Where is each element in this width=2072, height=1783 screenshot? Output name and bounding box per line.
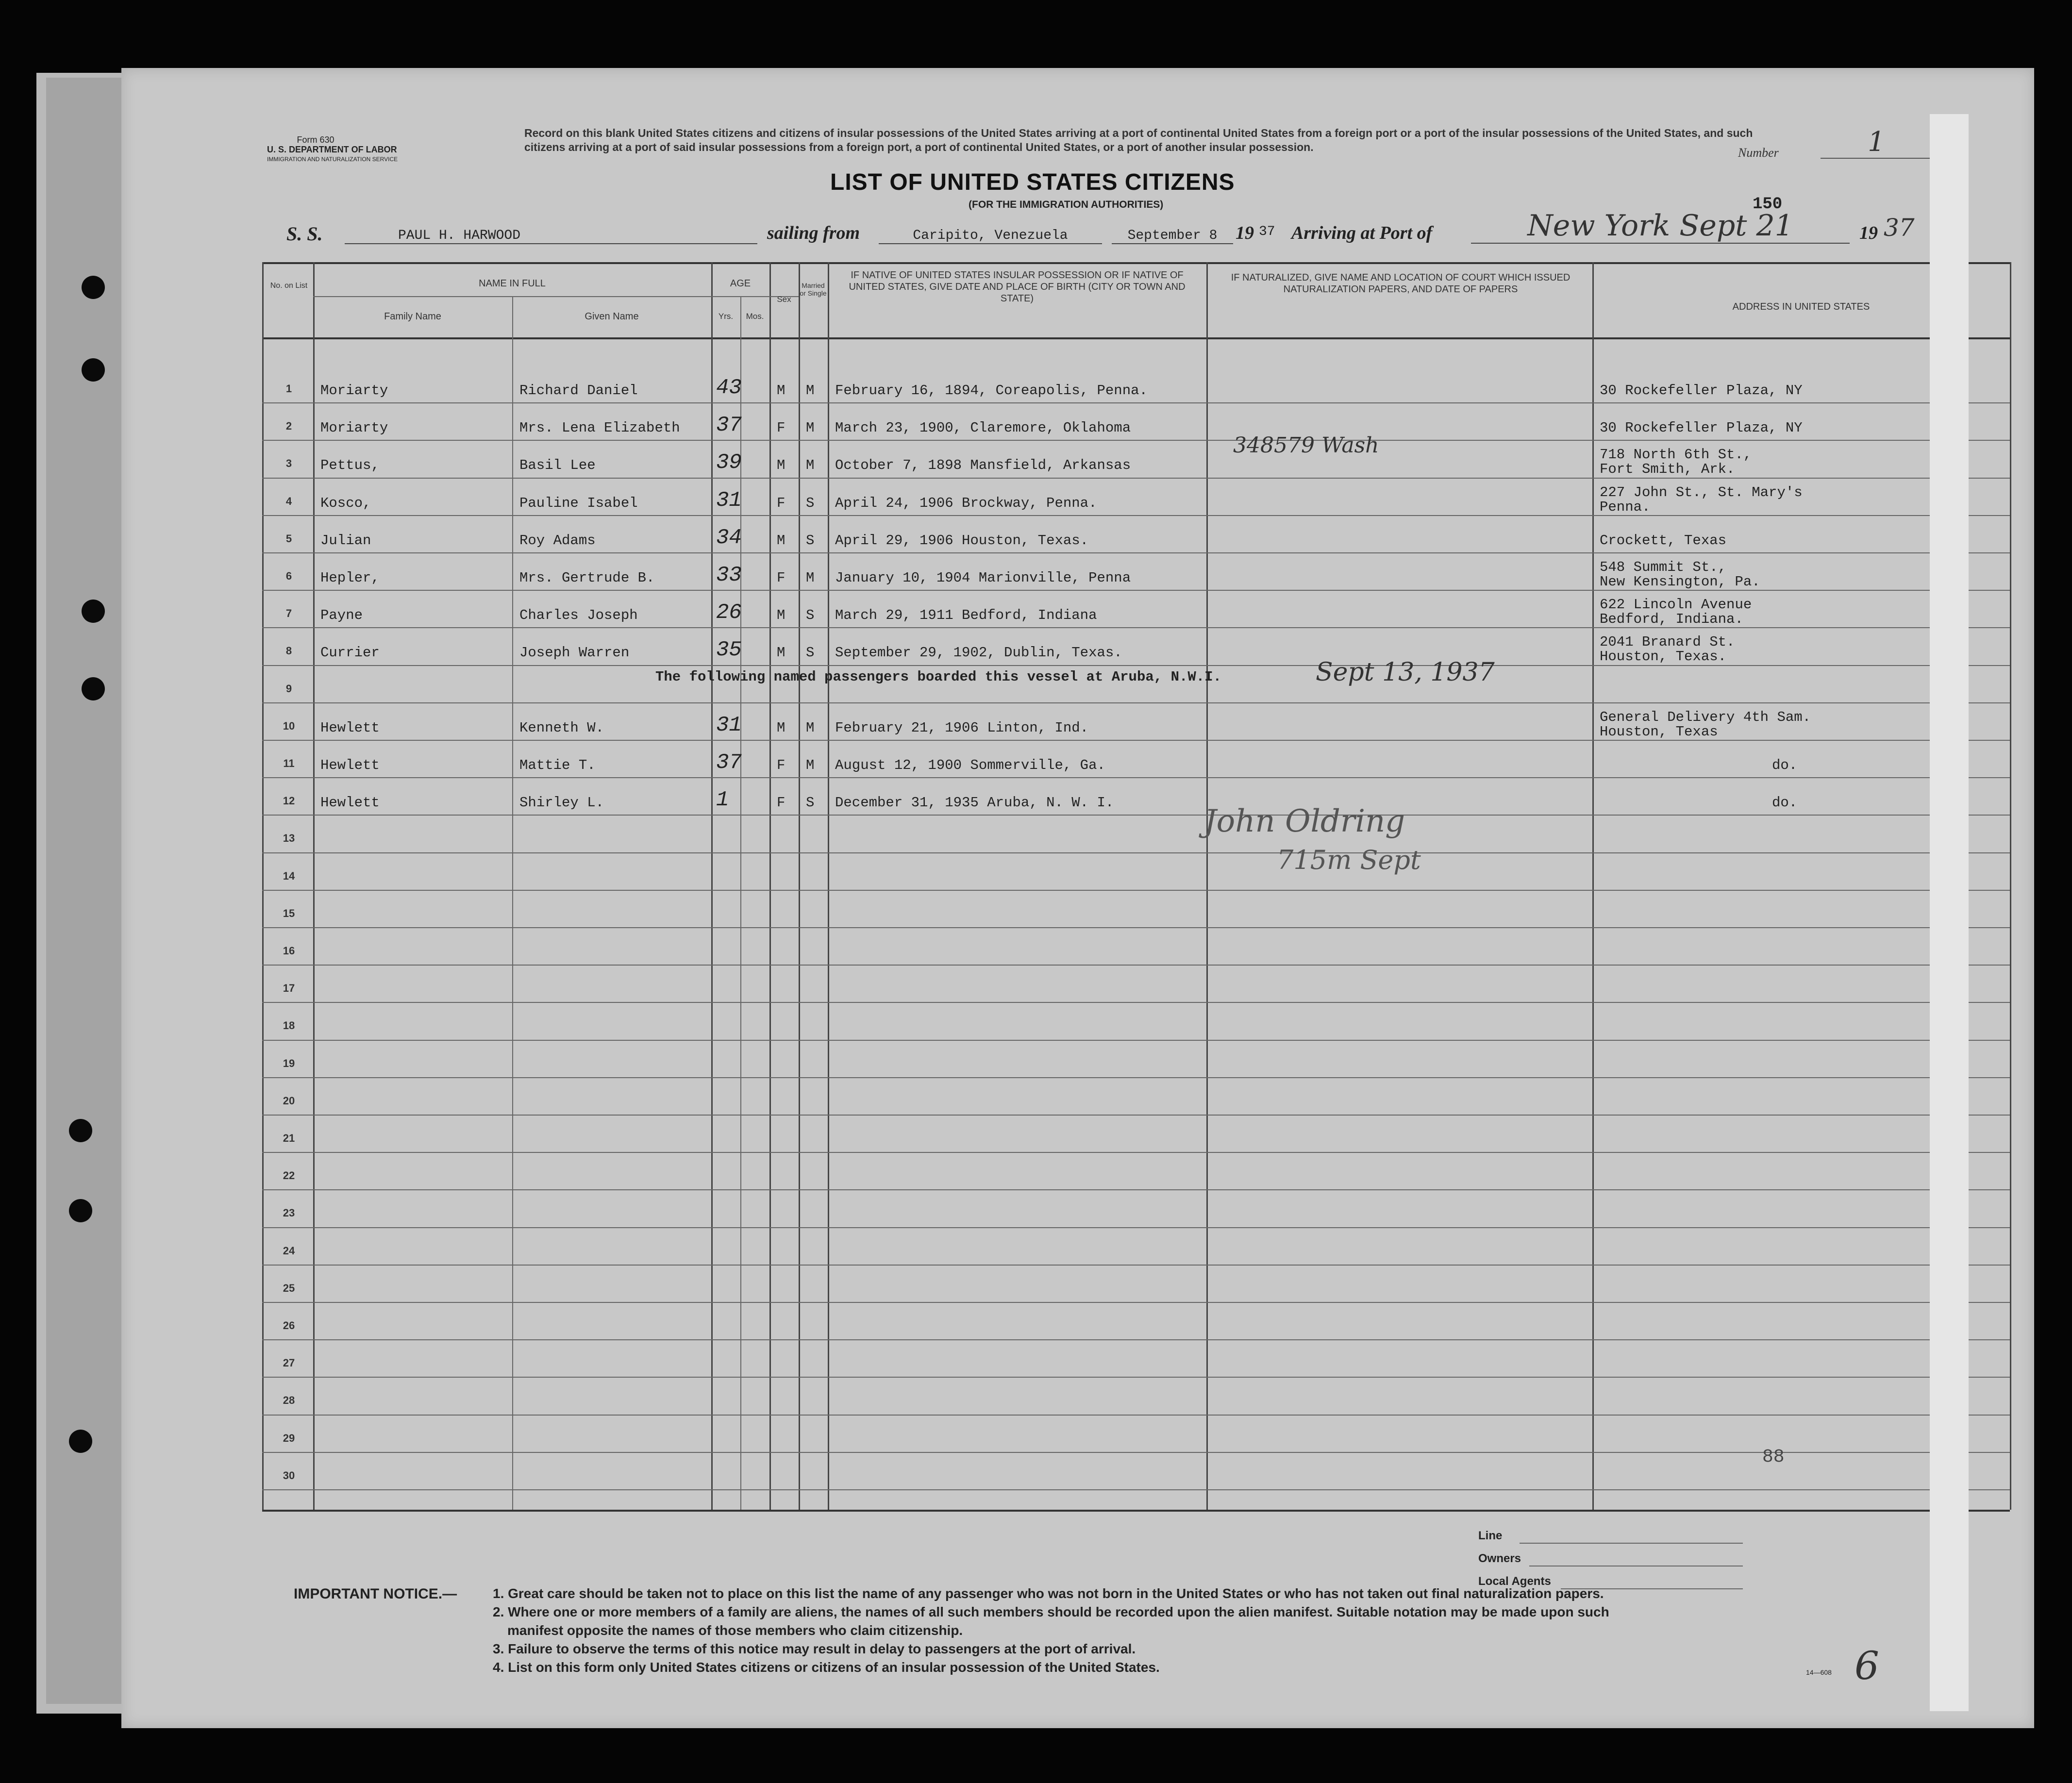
age-cell: 34 [716,525,742,550]
form-info [267,135,398,164]
marital-status-cell: S [806,532,815,549]
address-line2-cell: Bedford, Indiana. [1600,611,1743,628]
age-cell: 37 [716,413,742,438]
row-line [262,1377,2010,1378]
birth-cell: March 29, 1911 Bedford, Indiana [835,607,1097,624]
row-line [262,627,2010,628]
col-line [828,262,829,1510]
col-line [1206,262,1208,1510]
row-line [262,1452,2010,1453]
marital-status-cell: S [806,795,815,811]
row-number: 29 [283,1432,295,1444]
row-number: 19 [283,1057,295,1069]
row-line [262,815,2010,816]
aruba-date: Sept 13, 1937 [1316,658,1495,687]
row-number: 18 [283,1019,295,1032]
sailing-date: September 8 [1112,228,1233,244]
birth-cell: April 24, 1906 Brockway, Penna. [835,495,1097,511]
marital-status-cell: S [806,645,815,661]
row-number: 26 [283,1319,295,1332]
sex-cell: M [777,532,785,549]
family-name-cell: Hewlett [320,757,380,773]
row-number: 9 [285,682,292,695]
header-age: AGE [730,278,751,289]
signature: John Oldring [1204,803,1405,839]
given-name-cell: Mattie T. [519,757,596,773]
given-name-cell: Roy Adams [519,532,596,549]
header-address: ADDRESS IN UNITED STATES [1732,301,1870,312]
punch-hole [82,276,105,299]
sex-cell: M [777,383,785,399]
row-number: 5 [285,532,292,545]
row-line [262,440,2010,441]
marital-status-cell: S [806,495,815,511]
row-number: 21 [283,1132,295,1144]
marital-status-cell: M [806,420,815,436]
agents-label: Local Agents [1478,1575,1551,1588]
form-number: Form 630 [297,135,334,145]
age-cell: 31 [716,713,742,737]
birth-cell: December 31, 1935 Aruba, N. W. I. [835,795,1114,811]
punch-hole [69,1199,92,1222]
given-name-cell: Kenneth W. [519,719,604,736]
row-number: 30 [283,1469,295,1482]
row-number: 28 [283,1394,295,1407]
header-married-single: Married or Single [800,282,827,297]
row-line [262,927,2010,928]
sex-cell: M [777,607,785,624]
row-line [262,965,2010,966]
number-value: 1 [1821,126,1932,159]
sex-cell: F [777,495,785,511]
row-number: 13 [283,832,295,845]
row-number: 17 [283,982,295,995]
row-line [262,402,2010,403]
row-line [262,1002,2010,1003]
header-bottom-border [262,337,2010,339]
address-cell: General Delivery 4th Sam. [1600,709,1811,725]
row-line [262,1040,2010,1041]
given-name-cell: Mrs. Lena Elizabeth [519,420,680,436]
page-subtitle: (FOR THE IMMIGRATION AUTHORITIES) [969,199,1164,210]
instructions: Record on this blank United States citizens and citizens of insular possessions of the United States arriving at a port of continental United States from a foreign port or a port of the insular possessions of the United States, and such citizens arriving at a port of said insular possessions from a foreign port, a port of continental United States, or a port of another insular possession. [524,127,1753,153]
age-cell: 39 [716,450,742,475]
age-cell: 26 [716,600,742,625]
notice-2b: manifest opposite the names of those members who claim citizenship. [507,1623,963,1638]
address-cell: 30 Rockefeller Plaza, NY [1600,383,1803,399]
marital-status-cell: M [806,457,815,474]
family-name-cell: Hewlett [320,795,380,811]
page-edge-light [1930,114,1969,1711]
row-number: 25 [283,1282,295,1294]
row-number: 2 [285,420,292,433]
row-line [262,1339,2010,1340]
col-line [262,262,264,1510]
family-name-cell: Moriarty [320,383,388,399]
given-name-cell: Pauline Isabel [519,495,638,511]
row-line [262,890,2010,891]
sex-cell: M [777,457,785,474]
address-cell: 622 Lincoln Avenue [1600,597,1752,613]
row-line [262,1115,2010,1116]
aruba-note: The following named passengers boarded this vessel at Aruba, N.W.I. [655,669,1221,685]
row-line [262,590,2010,591]
row-number: 22 [283,1169,295,1182]
marital-status-cell: M [806,570,815,586]
row-line [262,1489,2010,1490]
age-cell: 43 [716,376,742,400]
arrival-year-prefix: 19 [1859,223,1878,243]
header-no-on-list: No. on List [270,282,308,290]
notice-4: 4. List on this form only United States citizens or citizens of an insular possession of the United States. [493,1660,1160,1675]
table-bottom-border [262,1510,2010,1512]
address-line2-cell: Penna. [1600,499,1651,515]
row-line [262,702,2010,703]
family-name-cell: Moriarty [320,420,388,436]
address-cell: 548 Summit St., [1600,559,1727,575]
birth-cell: February 21, 1906 Linton, Ind. [835,719,1089,736]
address-cell: 30 Rockefeller Plaza, NY [1600,420,1803,436]
birth-cell: March 23, 1900, Claremore, Oklahoma [835,420,1131,436]
row-number: 27 [283,1357,295,1369]
row-line [262,515,2010,516]
family-name-cell: Payne [320,607,363,624]
important-notice-label: IMPORTANT NOTICE.— [294,1586,457,1602]
row-number: 6 [285,570,292,582]
header-name-in-full: NAME IN FULL [479,278,546,289]
notice-3: 3. Failure to observe the terms of this notice may result in delay to passengers at the port of arrival. [493,1641,1136,1656]
row-number: 16 [283,945,295,957]
sex-cell: M [777,645,785,661]
row-number: 7 [285,607,292,620]
row-number: 8 [285,645,292,657]
owners-label: Owners [1478,1552,1521,1565]
sex-cell: M [777,719,785,736]
row-number: 15 [283,907,295,919]
form-code: 14—608 [1806,1668,1832,1676]
address-line2-cell: Houston, Texas. [1600,649,1727,665]
row-line [262,665,2010,666]
sex-cell: F [777,795,785,811]
given-name-cell: Richard Daniel [519,383,638,399]
marital-status-cell: M [806,757,815,773]
row-number: 20 [283,1094,295,1107]
address-line2-cell: Fort Smith, Ark. [1600,461,1735,478]
notice-2a: 2. Where one or more members of a family are aliens, the names of all such members should be recorded upon the alien manifest. Suitable notation may be made upon such [493,1604,1609,1619]
service: IMMIGRATION AND NATURALIZATION SERVICE [267,156,398,163]
punch-hole [82,358,105,382]
given-name-cell: Mrs. Gertrude B. [519,570,655,586]
age-cell: 35 [716,638,742,663]
birth-cell: April 29, 1906 Houston, Texas. [835,532,1089,549]
row-line [262,1415,2010,1416]
year-prefix: 19 [1236,223,1254,243]
table-top-border [262,262,2010,264]
marital-status-cell: S [806,607,815,624]
row-line [262,1302,2010,1303]
age-cell: 1 [716,788,729,813]
row-number: 10 [283,719,295,732]
notice-1: 1. Great care should be taken not to place on this list the name of any passenger who was not born in the United States or who has not taken out final naturalization papers. [493,1586,1604,1601]
family-name-cell: Currier [320,645,380,661]
birth-cell: September 29, 1902, Dublin, Texas. [835,645,1122,661]
row-number: 11 [283,757,295,769]
family-name-cell: Hepler, [320,570,380,586]
given-name-cell: Charles Joseph [519,607,638,624]
age-cell: 33 [716,563,742,587]
address-cell: Crockett, Texas [1600,532,1727,549]
birth-cell: August 12, 1900 Sommerville, Ga. [835,757,1105,773]
header-family-name: Family Name [384,311,441,322]
number-label: Number [1738,146,1779,160]
arriving-label: Arriving at Port of [1291,223,1433,243]
col-line [799,262,800,1510]
header-given-name: Given Name [585,311,639,322]
sex-cell: F [777,570,785,586]
header-sex: Sex [777,295,791,304]
header-naturalized: IF NATURALIZED, GIVE NAME AND LOCATION OF COURT WHICH ISSUED NATURALIZATION PAPERS, AND DATE OF PAPERS [1231,272,1571,295]
punch-hole [69,1119,92,1142]
sex-cell: F [777,420,785,436]
header-mos: Mos. [746,312,764,321]
arriving-port: New York Sept 21 [1471,209,1850,244]
col-line [2010,262,2011,1510]
row-line [262,1189,2010,1190]
page-title: LIST OF UNITED STATES CITIZENS [830,169,1235,195]
family-name-cell: Kosco, [320,495,371,511]
sex-cell: F [777,757,785,773]
signature-date: 715m Sept [1277,845,1421,875]
department: U. S. DEPARTMENT OF LABOR [267,145,397,154]
col-line [769,262,771,1510]
family-name-cell: Julian [320,532,371,549]
page-count: 88 [1762,1447,1785,1467]
marital-status-cell: M [806,383,815,399]
punch-hole [82,600,105,623]
ss-label: S. S. [286,223,323,245]
address-line2-cell: Houston, Texas [1600,723,1718,740]
row-line [262,852,2010,853]
marital-status-cell: M [806,719,815,736]
row-number: 4 [285,495,292,507]
header-yrs: Yrs. [718,312,734,321]
vessel-name: PAUL H. HARWOOD [345,228,757,244]
punch-hole [82,677,105,700]
address-line2-cell: New Kensington, Pa. [1600,574,1760,590]
col-line [313,262,315,1510]
row-number: 1 [285,383,292,395]
sailing-from: Caripito, Venezuela [879,228,1102,244]
row-line [262,777,2010,778]
address-cell: do. [1772,757,1798,773]
stamp-number: 150 [1753,195,1783,214]
age-cell: 31 [716,488,742,513]
row-number: 24 [283,1244,295,1257]
address-cell: do. [1772,795,1798,811]
given-name-cell: Shirley L. [519,795,604,811]
line-label: Line [1478,1529,1503,1542]
col-line [1592,262,1594,1510]
line-field [1520,1543,1743,1544]
row-line [262,1077,2010,1078]
given-name-cell: Basil Lee [519,457,596,474]
birth-cell: January 10, 1904 Marionville, Penna [835,570,1131,586]
row-line [262,478,2010,479]
family-name-cell: Pettus, [320,457,380,474]
sheet-mark: 6 [1855,1643,1879,1688]
row-line [262,1265,2010,1266]
address-cell: 2041 Branard St. [1600,634,1735,650]
birth-cell: February 16, 1894, Coreapolis, Penna. [835,383,1148,399]
birth-cell: October 7, 1898 Mansfield, Arkansas [835,457,1131,474]
row-line [262,1152,2010,1153]
punch-hole [69,1430,92,1453]
header-subline [313,296,799,297]
row-number: 3 [285,457,292,470]
row-number: 14 [283,869,295,882]
sailing-label: sailing from [767,223,860,243]
row-number: 23 [283,1207,295,1219]
address-cell: 718 North 6th St., [1600,447,1752,463]
row-number: 12 [283,795,295,807]
row-line [262,1227,2010,1228]
sailing-year: 37 [1259,224,1275,239]
naturalization-note: 348579 Wash [1233,433,1379,458]
row-line [262,740,2010,741]
age-cell: 37 [716,750,742,775]
col-line [711,262,713,1510]
header-birth: IF NATIVE OF UNITED STATES INSULAR POSSESSION OR IF NATIVE OF UNITED STATES, GIVE DATE AND PLACE OF BIRTH (CITY OR TOWN AND STATE) [849,270,1186,304]
row-line [262,552,2010,553]
family-name-cell: Hewlett [320,719,380,736]
address-cell: 227 John St., St. Mary's [1600,484,1803,500]
manifest-sheet [121,68,2034,1728]
arrival-year: 37 [1884,214,1915,242]
given-name-cell: Joseph Warren [519,645,630,661]
